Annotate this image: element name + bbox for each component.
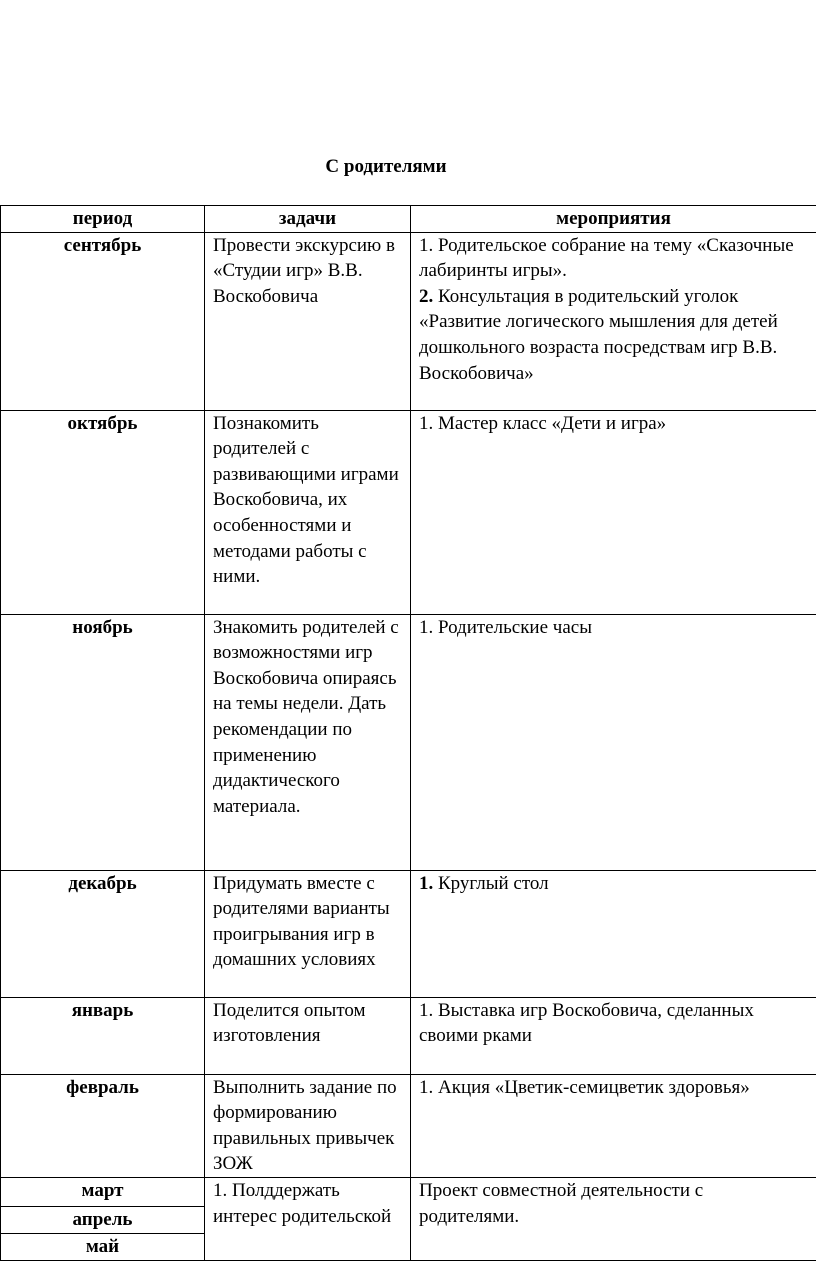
period-cell: сентябрь (1, 232, 205, 410)
event-number: 2. (419, 285, 434, 307)
event-cell (411, 1074, 816, 1177)
table-header-row (1, 206, 816, 233)
task-cell: Выполнить задание по формированию правильных привычек ЗОЖ (205, 1074, 411, 1177)
event-item (419, 615, 808, 641)
table-row-january (1, 997, 816, 1074)
event-cell (411, 870, 816, 997)
period-cell: январь (1, 997, 205, 1074)
task-cell: Провести экскурсию в «Студии игр» В.В. Воскобовича (205, 232, 411, 410)
event-cell (411, 232, 816, 410)
header-events: мероприятия (411, 206, 816, 233)
period-cell: ноябрь (1, 614, 205, 870)
event-cell (411, 410, 816, 614)
event-number: 1. (419, 412, 434, 434)
event-item (419, 233, 808, 284)
table-row-october (1, 410, 816, 614)
event-item (419, 1075, 808, 1101)
period-cell: апрель (1, 1206, 205, 1233)
task-cell: Поделится опытом изготовления (205, 997, 411, 1074)
period-cell: декабрь (1, 870, 205, 997)
event-number: 1. (419, 999, 434, 1021)
event-item (419, 871, 808, 897)
event-text: Консультация в родительский уголок «Развитие логического мышления для детей дошкольного возраста посредствам игр В.В. Воскобовича» (419, 285, 778, 384)
event-number: 1. (419, 234, 434, 256)
event-number: 1. (419, 872, 434, 894)
task-cell: Познакомить родителей с развивающими играми Воскобовича, их особенностями и методами работы с ними. (205, 410, 411, 614)
event-cell (411, 614, 816, 870)
period-cell: февраль (1, 1074, 205, 1177)
table-row-february (1, 1074, 816, 1177)
table-row-november (1, 614, 816, 870)
period-cell: май (1, 1233, 205, 1260)
task-cell: Придумать вместе с родителями варианты проигрывания игр в домашних условиях (205, 870, 411, 997)
task-cell: Знакомить родителей с возможностями игр Воскобовича опираясь на темы недели. Дать рекомендации по применению дидактического материала. (205, 614, 411, 870)
event-number: 1. (419, 616, 434, 638)
period-cell: октябрь (1, 410, 205, 614)
table-row-september (1, 232, 816, 410)
event-item (419, 998, 808, 1049)
event-text: Акция «Цветик-семицветик здоровья» (438, 1076, 750, 1098)
event-cell: Проект совместной деятельности с родителями. (411, 1177, 816, 1260)
event-text: Родительское собрание на тему «Сказочные лабиринты игры». (419, 234, 794, 282)
table-row-december (1, 870, 816, 997)
event-item (419, 284, 808, 386)
period-cell: март (1, 1177, 205, 1206)
header-tasks: задачи (205, 206, 411, 233)
event-item (419, 411, 808, 437)
event-text: Круглый стол (438, 872, 549, 894)
event-cell (411, 997, 816, 1074)
event-text: Родительские часы (438, 616, 592, 638)
header-period: период (1, 206, 205, 233)
task-cell: 1. Полддержать интерес родительской (205, 1177, 411, 1260)
plan-table (0, 205, 816, 1261)
table-row-march (1, 1177, 816, 1206)
event-number: 1. (419, 1076, 434, 1098)
event-text: Выставка игр Воскобовича, сделанных своими рками (419, 999, 754, 1047)
event-text: Мастер класс «Дети и игра» (438, 412, 667, 434)
page-title: С родителями (325, 156, 447, 177)
